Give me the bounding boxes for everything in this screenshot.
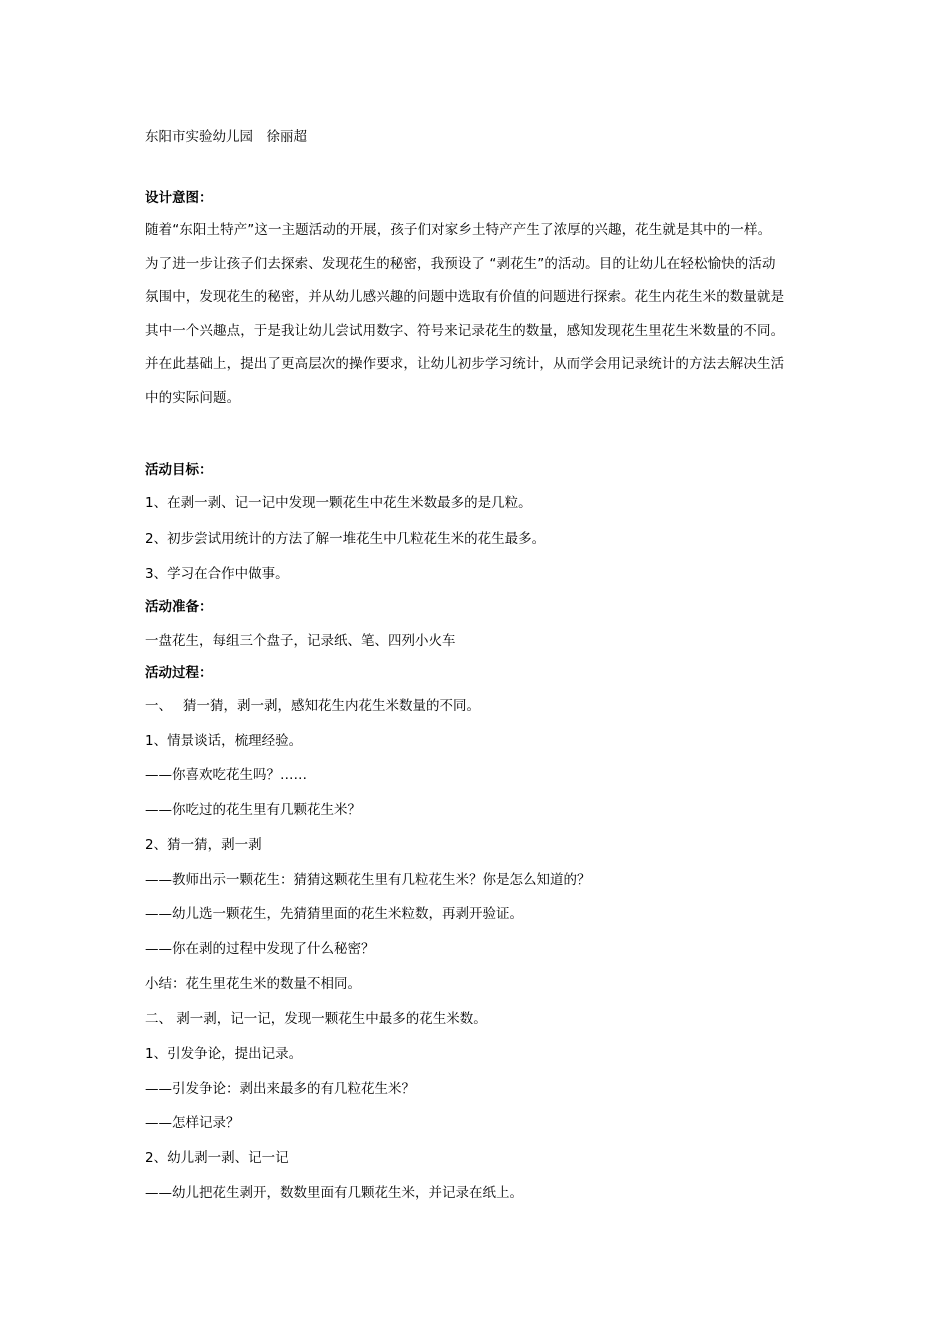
- design-line: 随着“东阳土特产”这一主题活动的开展，孩子们对家乡土特产产生了浓厚的兴趣，花生就是其中的一样。: [145, 222, 772, 238]
- process-line: ——你在剥的过程中发现了什么秘密？: [145, 941, 375, 957]
- author-line: 东阳市实验幼儿园 徐丽超: [145, 129, 307, 145]
- design-line: 其中一个兴趣点，于是我让幼儿尝试用数字、符号来记录花生的数量，感知发现花生里花生米数量的不同。: [145, 322, 785, 339]
- goal-item: 3、学习在合作中做事。: [145, 566, 289, 582]
- process-line: 1、引发争论，提出记录。: [145, 1046, 303, 1062]
- design-heading: 设计意图：: [145, 190, 213, 206]
- goals-heading: 活动目标：: [145, 462, 213, 478]
- design-line: 并在此基础上，提出了更高层次的操作要求，让幼儿初步学习统计，从而学会用记录统计的方法去解决生活: [145, 356, 785, 372]
- process-line: ——怎样记录？: [145, 1115, 240, 1131]
- design-line: 氛围中，发现花生的秘密，并从幼儿感兴趣的问题中选取有价值的问题进行探索。花生内花生米的数量就是: [145, 289, 785, 305]
- process-line: ——你喜欢吃花生吗？……: [145, 767, 307, 783]
- process-line: 2、幼儿剥一剥、记一记: [145, 1150, 289, 1166]
- process-line: 二、 剥一剥，记一记，发现一颗花生中最多的花生米数。: [145, 1011, 487, 1027]
- design-paragraph: [145, 221, 815, 422]
- process-heading: 活动过程：: [145, 665, 213, 681]
- prep-text: 一盘花生，每组三个盘子，记录纸、笔、四列小火车: [145, 633, 456, 649]
- process-line: 1、情景谈话，梳理经验。: [145, 733, 303, 749]
- goal-item: 1、在剥一剥、记一记中发现一颗花生中花生米数最多的是几粒。: [145, 495, 532, 511]
- process-line: ——引发争论：剥出来最多的有几粒花生米？: [145, 1081, 415, 1097]
- process-line: ——幼儿把花生剥开，数数里面有几颗花生米，并记录在纸上。: [145, 1185, 523, 1201]
- process-line: 小结：花生里花生米的数量不相同。: [145, 976, 361, 992]
- process-line: ——幼儿选一颗花生，先猜猜里面的花生米粒数，再剥开验证。: [145, 906, 523, 922]
- design-line: 为了进一步让孩子们去探索、发现花生的秘密，我预设了 “剥花生”的活动。目的让幼儿在轻松愉快的活动: [145, 255, 776, 272]
- prep-heading: 活动准备：: [145, 599, 213, 615]
- process-line: 一、 猜一猜，剥一剥，感知花生内花生米数量的不同。: [145, 698, 481, 714]
- process-line: ——你吃过的花生里有几颗花生米？: [145, 802, 361, 818]
- process-line: ——教师出示一颗花生：猜猜这颗花生里有几粒花生米？你是怎么知道的？: [145, 872, 591, 888]
- design-line: 中的实际问题。: [145, 389, 241, 406]
- goal-item: 2、初步尝试用统计的方法了解一堆花生中几粒花生米的花生最多。: [145, 531, 546, 547]
- process-line: 2、猜一猜，剥一剥: [145, 837, 262, 853]
